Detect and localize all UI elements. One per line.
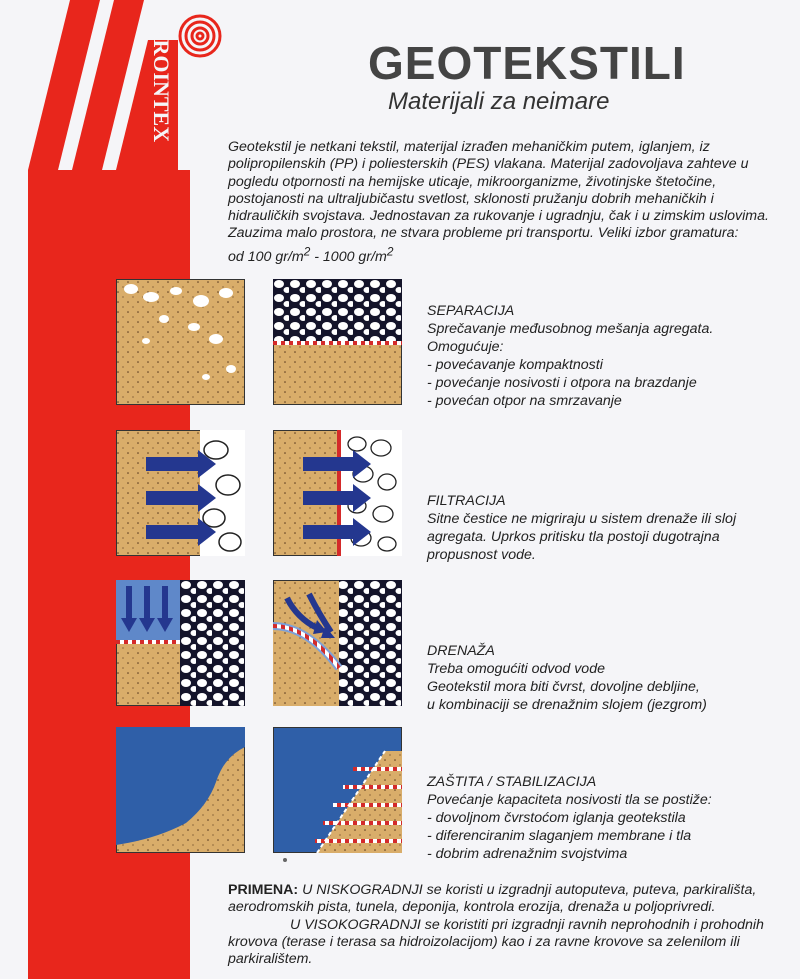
intro-line: Geotekstil je netkani tekstil, materijal izrađen mehaničkim putem, iglanjem, iz — [228, 139, 710, 155]
section-heading: DRENAŽA — [427, 643, 495, 659]
section-heading: SEPARACIJA — [427, 303, 515, 319]
section-line: Omogućuje: — [427, 339, 504, 355]
section-line: - povećan otpor na smrzavanje — [427, 393, 622, 409]
page-subtitle: Materijali za neimare — [388, 88, 610, 115]
section-line: Geotekstil mora biti čvrst, dovoljne debljine, — [427, 679, 700, 695]
zastita-before-diagram — [116, 727, 245, 853]
section-heading: ZAŠTITA / STABILIZACIJA — [427, 774, 597, 790]
intro-paragraph — [228, 139, 793, 266]
svg-text:PROINTEX: PROINTEX — [149, 26, 174, 143]
gramatura-line: od 100 $gr/m^2 - 1000$ $gr/m^2$ — [228, 243, 394, 265]
primena-line: parkiralištem. — [228, 951, 313, 968]
intro-line: polipropilenskih (PP) i poliesterskih (PES) vlakana. Materijal zadovoljava zahteve u — [228, 156, 749, 173]
section-zastita — [427, 773, 712, 863]
separacija-after-diagram — [273, 279, 402, 405]
section-line: - dobrim adrenažnim svojstvima — [427, 846, 628, 862]
primena-paragraph — [228, 882, 793, 968]
intro-line: pogledu otpornosti na hemijske uticaje, mikroorganizme, životinjske štetočine, — [228, 173, 717, 190]
zastita-after-diagram — [273, 727, 402, 853]
primena-line: aerodromskih pista, tunela, deponija, kontrola erozija, drenaža u poljoprivredi. — [228, 899, 716, 916]
section-line: - dovoljnom čvrstoćom iglanja geotekstila — [427, 810, 686, 826]
intro-line: postojanosti na ultraljubičastu svetlost, sklonosti pružanju dobrih mehaničkih i — [228, 190, 714, 207]
primena-line: U VISOKOGRADNJI se koristiti pri izgradnji ravnih neprohodnih i prohodnih — [290, 916, 764, 933]
intro-line: hidrauličkih svojstava. Jednostavan za rukovanje i ugradnju, čak i u zimskim uslovima. — [228, 208, 769, 225]
primena-line: krovova (terase i terasa sa hidroizolacijom) kao i za ravne krovove sa zelenilom ili — [228, 933, 740, 950]
primena-label: PRIMENA: — [228, 882, 299, 898]
section-filtracija — [427, 492, 736, 564]
section-drenaza — [427, 642, 707, 714]
separacija-before-diagram — [116, 279, 245, 405]
section-line: agregata. Uprkos pritisku tla postoji dugotrajna — [427, 529, 720, 545]
section-separacija — [427, 302, 713, 410]
filtracija-before-diagram — [116, 430, 245, 556]
spiral-icon — [180, 16, 220, 56]
stray-dot — [283, 858, 287, 862]
section-line: - diferenciranim slaganjem membrane i tla — [427, 828, 692, 844]
intro-line: Zauzima malo prostora, ne stvara probleme pri transportu. Veliki izbor gramatura: — [228, 225, 739, 242]
section-line: Povećanje kapaciteta nosivosti tla se postiže: — [427, 792, 712, 808]
section-heading: FILTRACIJA — [427, 493, 506, 509]
section-line: - povećanje nosivosti i otpora na brazdanje — [427, 375, 697, 391]
drenaza-before-diagram — [116, 580, 245, 706]
section-line: Sprečavanje međusobnog mešanja agregata. — [427, 321, 714, 337]
page-title: GEOTEKSTILI — [368, 37, 686, 89]
section-line: Treba omogućiti odvod vode — [427, 661, 605, 677]
section-line: u kombinaciji se drenažnim slojem (jezgrom) — [427, 697, 707, 713]
primena-line: U NISKOGRADNJI se koristi u izgradnji autoputeva, puteva, parkirališta, — [298, 882, 757, 898]
section-line: propusnost vode. — [427, 547, 536, 563]
section-line: Sitne čestice ne migriraju u sistem drenaže ili sloj — [427, 511, 737, 527]
filtracija-after-diagram — [273, 430, 402, 556]
prointex-logo — [28, 0, 228, 170]
drenaza-after-diagram — [273, 580, 402, 706]
section-line: - povećavanje kompaktnosti — [427, 357, 603, 373]
